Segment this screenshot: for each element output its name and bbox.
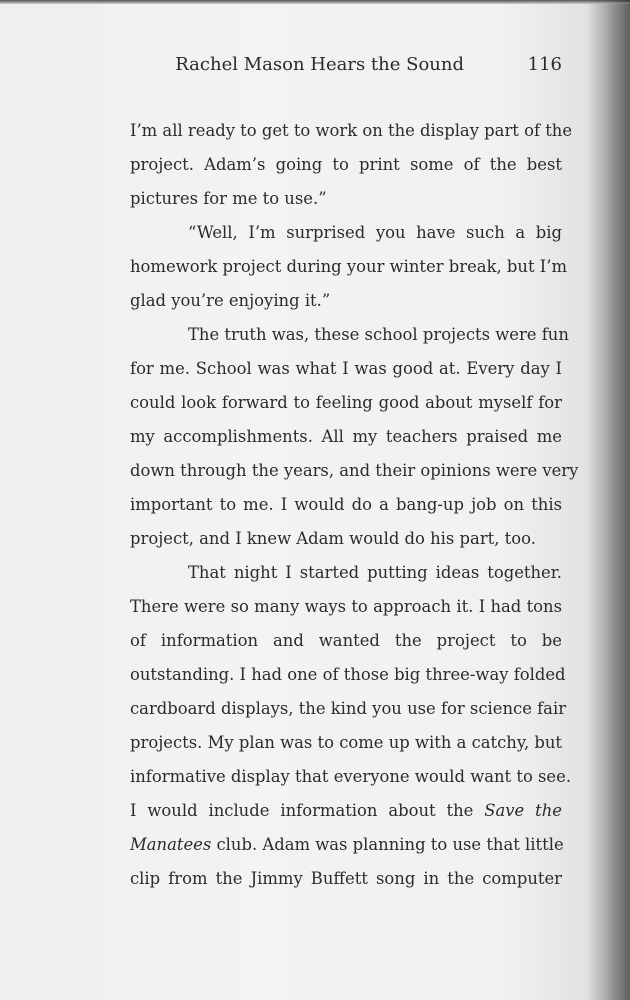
body-text	[130, 114, 579, 896]
page-top-edge	[0, 0, 630, 4]
page-gutter-shadow	[588, 0, 630, 1000]
text-line: project. Adam’s going to print some of the best	[130, 155, 562, 174]
club-name-italic: Save the	[484, 801, 562, 820]
paragraph-4	[130, 556, 572, 896]
text-line: informative display that everyone would want to see.	[130, 767, 572, 786]
text-line: my accomplishments. All my teachers praised me	[130, 427, 562, 446]
text-line: glad you’re enjoying it.”	[130, 291, 331, 310]
club-name-italic: Manatees	[130, 835, 212, 854]
text-line: cardboard displays, the kind you use for science fair	[130, 699, 567, 718]
text-line: “Well, I’m surprised you have such a big	[188, 223, 562, 242]
text-line-segment: club. Adam was planning to use that little	[216, 835, 564, 854]
page-number: 116	[527, 54, 562, 75]
text-line: pictures for me to use.”	[130, 189, 327, 208]
text-line: clip from the Jimmy Buffett song in the computer	[130, 869, 562, 888]
text-line: important to me. I would do a bang-up job on this	[130, 495, 562, 514]
text-line	[130, 794, 562, 828]
text-line: projects. My plan was to come up with a catchy, but	[130, 733, 562, 752]
text-line: The truth was, these school projects were fun	[188, 325, 569, 344]
paragraph-1	[130, 114, 573, 216]
text-line: project, and I knew Adam would do his part, too.	[130, 529, 536, 548]
text-line: That night I started putting ideas together.	[188, 563, 562, 582]
page-header	[130, 54, 562, 82]
text-line: I’m all ready to get to work on the display part of the	[130, 121, 573, 140]
text-line: for me. School was what I was good at. Every day I	[130, 359, 562, 378]
text-line: outstanding. I had one of those big three-way folded	[130, 665, 566, 684]
text-line: There were so many ways to approach it. I had tons	[130, 597, 562, 616]
running-title: Rachel Mason Hears the Sound	[175, 54, 464, 75]
text-line: down through the years, and their opinions were very	[130, 461, 579, 480]
text-line	[130, 828, 562, 862]
text-line-segment: I would include information about the	[130, 801, 474, 820]
paragraph-2	[130, 216, 567, 318]
paragraph-3	[130, 318, 579, 556]
text-line: homework project during your winter break, but I’m	[130, 257, 567, 276]
text-line: could look forward to feeling good about myself for	[130, 393, 562, 412]
text-line: of information and wanted the project to be	[130, 631, 562, 650]
